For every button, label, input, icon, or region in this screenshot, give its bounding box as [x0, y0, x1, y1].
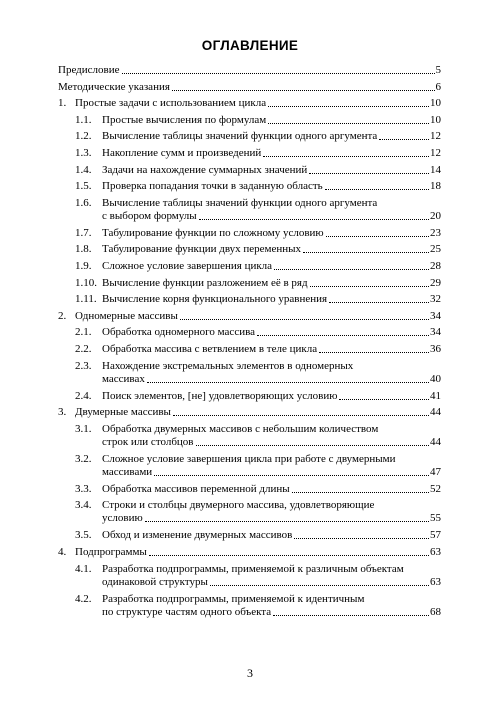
dot-leader	[196, 445, 430, 446]
dot-leader	[326, 236, 429, 237]
toc-entry-page: 68	[430, 605, 441, 618]
toc-entry-title: Двумерные массивы	[75, 406, 171, 419]
toc-entry-title: Методические указания	[58, 80, 170, 93]
toc-entry-title: Вычисление функции разложением её в ряд	[102, 276, 308, 289]
toc-entry-number: 2.	[58, 309, 67, 322]
toc-entry-title-continuation: с выбором формулы	[102, 209, 197, 222]
toc-entry-page: 18	[430, 180, 441, 193]
toc-entry-number: 1.3.	[75, 147, 92, 159]
toc-entry-title: Накопление сумм и произведений	[102, 147, 262, 159]
toc-entry-title: Разработка подпрограммы, применяемой к различным объектам	[102, 562, 404, 575]
toc-entry-title: Сложное условие завершения цикла при работе с двумерными	[102, 452, 396, 465]
toc-entry-page: 29	[430, 276, 441, 289]
toc-entry-page: 40	[430, 372, 441, 385]
dot-leader	[303, 252, 429, 253]
toc-entry-title: Вычисление таблицы значений функции одного аргумента	[102, 196, 378, 209]
toc-entry-page: 44	[430, 406, 441, 419]
dot-leader	[339, 399, 429, 400]
toc-entry-page: 63	[430, 575, 441, 588]
dot-leader	[149, 555, 429, 556]
toc-entry-title: Обработка массивов переменной длины	[102, 482, 290, 495]
dot-leader	[257, 335, 429, 336]
dot-leader	[273, 615, 429, 616]
dot-leader	[325, 189, 429, 190]
toc-entry-title: Вычисление корня функционального уравнения	[102, 293, 328, 306]
dot-leader	[180, 319, 429, 320]
toc-entry-number: 2.2.	[75, 343, 92, 355]
toc-entry-title-continuation: одинаковой структуры	[102, 575, 208, 588]
dot-leader	[268, 106, 429, 107]
toc-entry-page: 34	[430, 309, 441, 322]
toc-entry-page: 41	[430, 389, 441, 402]
toc-entry-number: 3.4.	[75, 499, 92, 512]
toc-entry-number: 1.9.	[75, 260, 92, 272]
toc-entry-number: 1.6.	[75, 196, 92, 209]
dot-leader	[263, 156, 429, 157]
toc-entry-title: Сложное условие завершения цикла	[102, 260, 273, 272]
toc-entry-number: 1.4.	[75, 163, 92, 176]
toc-entry-page: 14	[430, 163, 441, 176]
toc-entry-title: Строки и столбцы двумерного массива, удовлетворяющие	[102, 499, 375, 512]
dot-leader	[294, 538, 429, 539]
toc-entry-title: Одномерные массивы	[75, 309, 178, 322]
toc-entry-title-continuation: массивами	[102, 465, 153, 478]
toc-entry-page: 28	[430, 260, 441, 272]
toc-entry-page: 25	[430, 243, 441, 256]
toc-entry-title: Табулирование функции двух переменных	[102, 243, 302, 256]
toc-entry-title: Обработка двумерных массивов с небольшим количеством	[102, 422, 379, 435]
toc-entry-page: 55	[430, 512, 441, 525]
dot-leader	[122, 73, 435, 74]
toc-entry-title: Простые задачи с использованием цикла	[75, 97, 267, 110]
toc-entry-page: 32	[430, 293, 441, 306]
toc-entry-title-continuation: массивах	[102, 372, 145, 385]
toc-entry-title: Обработка одномерного массива	[102, 326, 256, 339]
dot-leader	[329, 302, 429, 303]
toc-entry-number: 1.	[58, 97, 67, 110]
toc-entry-title: Простые вычисления по формулам	[102, 113, 267, 126]
toc-entry-page: 5	[435, 64, 441, 76]
toc-entry-number: 4.2.	[75, 592, 92, 605]
toc-entry-title-continuation: по структуре частям одного объекта	[102, 605, 272, 618]
toc-entry-title: Табулирование функции по сложному условию	[102, 226, 324, 239]
toc-entry-title: Проверка попадания точки в заданную область	[102, 180, 323, 193]
toc-entry-number: 4.1.	[75, 562, 92, 575]
toc-entry-number: 1.8.	[75, 243, 92, 256]
dot-leader	[310, 286, 429, 287]
toc-entry-number: 1.1.	[75, 113, 92, 126]
toc-entry-page: 34	[430, 326, 441, 339]
toc-entry-title: Подпрограммы	[75, 546, 147, 558]
toc-entry-page: 23	[430, 226, 441, 239]
toc-entry-page: 6	[435, 80, 441, 93]
toc-entry-number: 1.11.	[75, 293, 97, 306]
toc-entry-title: Нахождение экстремальных элементов в одномерных	[102, 359, 354, 372]
dot-leader	[154, 475, 429, 476]
toc-entry-title-continuation: условию	[102, 512, 143, 525]
toc-entry-number: 4.	[58, 546, 67, 558]
dot-leader	[210, 585, 429, 586]
toc-entry-number: 3.	[58, 406, 67, 419]
toc-entry-page: 12	[430, 130, 441, 143]
page-number: 3	[247, 666, 253, 680]
toc-entry-page: 47	[430, 465, 441, 478]
dot-leader	[319, 352, 429, 353]
toc-entry-page: 36	[430, 343, 441, 355]
dot-leader	[145, 521, 429, 522]
dot-leader	[147, 382, 429, 383]
toc-entry-page: 10	[430, 97, 441, 110]
toc-entry-title: Вычисление таблицы значений функции одного аргумента	[102, 130, 378, 143]
toc-entry-number: 3.5.	[75, 529, 92, 542]
toc-entry-number: 1.10.	[75, 276, 97, 289]
toc-entry-number: 1.7.	[75, 226, 92, 239]
dot-leader	[274, 269, 429, 270]
toc-entry-number: 2.1.	[75, 326, 92, 339]
toc-entry-number: 3.1.	[75, 422, 92, 435]
toc-entry-title: Предисловие	[58, 64, 120, 76]
dot-leader	[292, 492, 429, 493]
toc-entry-title-continuation: строк или столбцов	[102, 435, 194, 448]
toc-entry-number: 1.5.	[75, 180, 92, 193]
toc-entry-title: Поиск элементов, [не] удовлетворяющих условию	[102, 389, 338, 402]
toc-entry-title: Обход и изменение двумерных массивов	[102, 529, 293, 542]
toc-entry-page: 44	[430, 435, 441, 448]
toc-entry-page: 10	[430, 113, 441, 126]
dot-leader	[268, 123, 429, 124]
dot-leader	[199, 219, 429, 220]
dot-leader	[173, 415, 429, 416]
toc-entry-title: Задачи на нахождение суммарных значений	[102, 163, 308, 176]
page-title: ОГЛАВЛЕНИЕ	[201, 38, 299, 53]
toc-entry-number: 2.4.	[75, 389, 92, 402]
toc-entry-number: 2.3.	[75, 359, 92, 372]
toc-entry-page: 20	[430, 209, 441, 222]
toc-entry-page: 57	[430, 529, 441, 542]
toc-entry-title: Разработка подпрограммы, применяемой к идентичным	[102, 592, 365, 605]
toc-entry-page: 63	[430, 546, 441, 558]
dot-leader	[172, 90, 435, 91]
toc-entry-number: 3.2.	[75, 452, 92, 465]
dot-leader	[379, 139, 429, 140]
toc-entry-page: 12	[430, 147, 441, 159]
toc-entry-title: Обработка массива с ветвлением в теле цикла	[102, 343, 318, 355]
toc-entry-page: 52	[430, 482, 441, 495]
dot-leader	[309, 173, 429, 174]
toc-entry-number: 1.2.	[75, 130, 92, 143]
toc-entry-number: 3.3.	[75, 482, 92, 495]
